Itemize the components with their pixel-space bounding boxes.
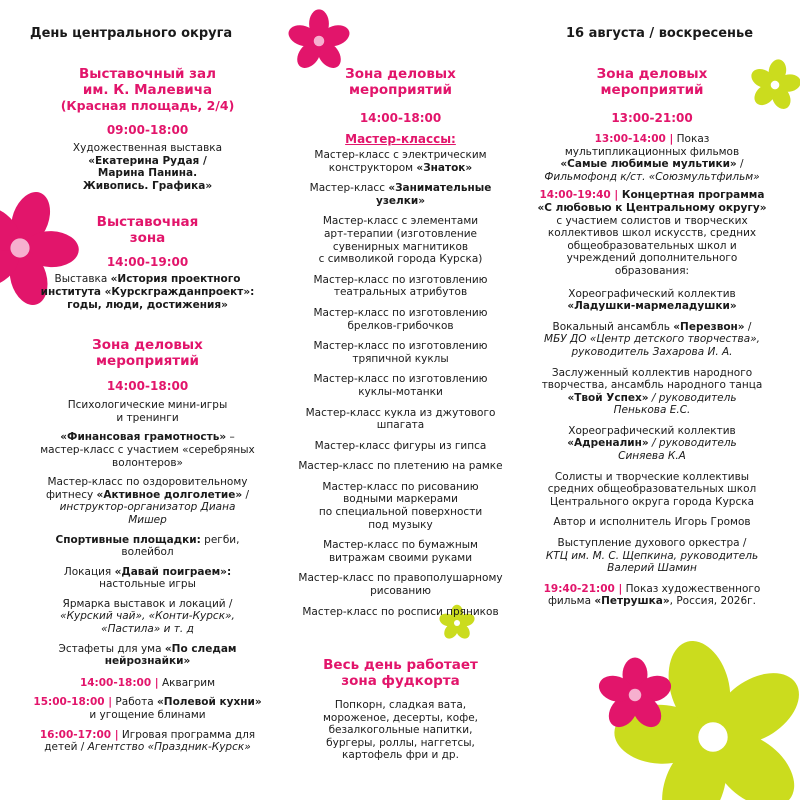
foodcourt-list: Попкорн, сладкая вата, мороженое, десерты, кофе, безалкогольные напитки, бургеры, роллы, наггетсы, картофель фри и др. <box>322 699 479 762</box>
zone-time: 09:00-18:00 <box>106 123 189 137</box>
zone-title: им. К. Малевича <box>82 82 213 98</box>
masterclass-item: Мастер-класс кукла из джутового шпагата <box>305 406 496 432</box>
zone-time: 13:00-21:00 <box>611 111 693 125</box>
performer-item: Выступление духового оркестра / КТЦ им. М. С. Щепкина, руководитель Валерий Шамин <box>545 537 759 575</box>
zone-title: зона фудкорта <box>341 673 460 689</box>
performer-item: Хореографический коллектив «Адреналин» / руководитель Синяева К.А <box>567 424 737 463</box>
flower-pink-top-center-icon <box>286 8 352 74</box>
column-2 <box>283 66 518 618</box>
column-1 <box>10 66 285 754</box>
performer-item: Заслуженный коллектив народного творчества, ансамбль народного танца «Твой Успех» / руководитель Пенькова Е.С. <box>541 366 763 417</box>
event-item: 15:00-18:00 | Работа «Полевой кухни» и угощение блинами <box>33 696 262 722</box>
masterclass-item: Мастер-класс по изготовлению театральных атрибутов <box>313 273 488 299</box>
masterclass-item: Мастер-класс по бумажным витражам своими руками <box>323 539 478 564</box>
zone-title: мероприятий <box>96 353 199 370</box>
foodcourt-zone <box>283 657 518 762</box>
masterclass-item: Мастер-класс по изготовлению куклы-мотанки <box>313 373 488 398</box>
zone-title: Весь день работает <box>323 657 478 673</box>
masterclass-item: Мастер-класс по рисованию водными маркерами по специальной поверхности под музыку <box>318 480 483 531</box>
masterclass-item: Мастер-класс фигуры из гипса <box>314 439 487 452</box>
masterclass-item: Мастер-класс по правополушарному рисованию <box>298 572 503 598</box>
event-item: 14:00-19:40 | Концертная программа «С любовью к Центральному округу» с участием солистов и творческих коллективов школ искусств, средних общеобразовательных школ и учреждений дополнительного образования: <box>537 189 767 277</box>
zone-exhibition <box>10 214 285 311</box>
section-subtitle: Мастер-классы: <box>345 132 456 146</box>
event-item: Мастер-класс по оздоровительному фитнесу «Активное долголетие» / инструктор-организатор Диана Мишер <box>45 476 250 526</box>
event-item: Локация «Давай поиграем»: настольные игры <box>63 565 232 591</box>
event-item: Художественная выставка «Екатерина Рудая / Марина Панина. Живопись. Графика» <box>72 142 223 192</box>
zone-time: 14:00-18:00 <box>106 379 189 394</box>
zone-title: Выставочный зал <box>78 66 217 82</box>
event-item: Ярмарка выставок и локаций / «Курский чай», «Конти-Курск», «Пастила» и т. д <box>60 597 235 636</box>
event-item: Эстафеты для ума «По следам нейрознайки» <box>58 642 237 668</box>
event-item: 19:40-21:00 | Показ художественного фильма «Петрушка», Россия, 2026г. <box>543 582 761 608</box>
column-3 <box>520 66 784 608</box>
performer-item: Солисты и творческие коллективы средних общеобразовательных школ Центрального округа города Курска <box>547 470 757 508</box>
zone-address: (Красная площадь, 2/4) <box>60 98 235 113</box>
zone-title: Зона деловых <box>92 337 203 354</box>
zone-title: мероприятий <box>349 82 452 98</box>
masterclass-item: Мастер-класс по росписи пряников <box>302 605 499 618</box>
header-right: 16 августа / воскресенье <box>566 26 754 41</box>
event-item: «Финансовая грамотность» – мастер-класс с участием «серебряных волонтеров» <box>40 431 255 469</box>
event-item: 14:00-18:00 | Аквагрим <box>79 676 216 689</box>
masterclass-item: Мастер-класс по плетению на рамке <box>298 460 503 473</box>
event-item: Выставка «История проектного института «Курскгражданпроект»: годы, люди, достижения» <box>40 273 255 311</box>
zone-title: мероприятий <box>600 82 704 98</box>
masterclass-item: Мастер-класс по изготовлению тряпичной куклы <box>313 340 488 365</box>
performer-item: Вокальный ансамбль «Перезвон» / МБУ ДО «Центр детского творчества», руководитель Захарова И. А. <box>544 320 760 358</box>
zone-title: Зона деловых <box>345 66 456 82</box>
zone-time: 14:00-19:00 <box>106 255 189 270</box>
event-item: 16:00-17:00 | Игровая программа для детей / Агентство «Праздник-Курск» <box>39 728 256 754</box>
masterclass-item: Мастер-класс «Занимательные узелки» <box>309 182 492 207</box>
zone-title: Зона деловых <box>596 66 708 82</box>
zone-time: 14:00-18:00 <box>359 111 442 125</box>
zone-title: Выставочная <box>96 214 199 231</box>
event-item: Психологические мини-игры и тренинги <box>67 399 228 424</box>
performer-item: Хореографический коллектив «Ладушки-мармеладушки» <box>567 287 737 313</box>
masterclass-item: Мастер-класс по изготовлению брелков-грибочков <box>313 306 488 332</box>
event-item: 13:00-14:00 | Показ мультипликационных фильмов «Самые любимые мультики» / Фильмофонд к/ст. «Союзмультфильм» <box>544 133 760 183</box>
zone-business <box>10 337 285 754</box>
header-left: День центрального округа <box>30 26 233 41</box>
masterclass-item: Мастер-класс с элементами арт-терапии (изготовление сувенирных магнитиков с символикой города Курска) <box>318 215 483 266</box>
zone-title: зона <box>129 230 166 247</box>
event-item: Спортивные площадки: регби, волейбол <box>55 533 240 559</box>
zone-exhibition-hall <box>10 66 285 192</box>
performer-item: Автор и исполнитель Игорь Громов <box>553 516 751 529</box>
flower-pink-bottom-right-icon <box>596 656 674 734</box>
masterclass-item: Мастер-класс с электрическим конструктором «Знаток» <box>314 149 487 174</box>
